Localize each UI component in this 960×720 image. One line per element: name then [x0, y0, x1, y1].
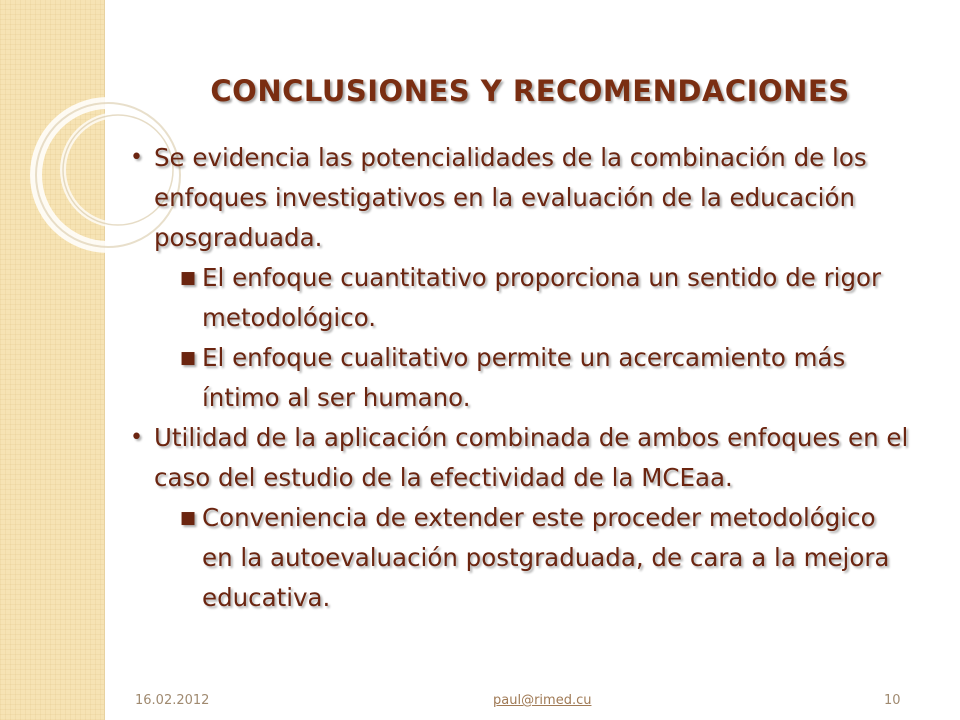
sub-bullet-text: Conveniencia de extender este proceder metodológico en la autoevaluación postgraduada, de cara a la mejora educativa. [202, 503, 890, 612]
round-bullet-icon: • [130, 145, 143, 170]
square-bullet-icon: ■ [180, 348, 197, 368]
bullet-text: Utilidad de la aplicación combinada de ambos enfoques en el caso del estudio de la efectividad de la MCEaa. [154, 423, 909, 492]
sub-bullet-item-1 [130, 258, 910, 338]
sub-bullet-text: El enfoque cuantitativo proporciona un sentido de rigor metodológico. [202, 263, 882, 332]
footer-date: 16.02.2012 [135, 693, 210, 708]
footer-page-number: 10 [884, 693, 901, 708]
bullet-text: Se evidencia las potencialidades de la combinación de los enfoques investigativos en la evaluación de la educación posgraduada. [154, 143, 867, 252]
square-bullet-icon: ■ [180, 268, 197, 288]
sub-bullet-text: El enfoque cualitativo permite un acercamiento más íntimo al ser humano. [202, 343, 846, 412]
slide-title: CONCLUSIONES Y RECOMENDACIONES [210, 74, 850, 108]
sub-bullet-item-2 [130, 338, 910, 418]
round-bullet-icon: • [130, 425, 143, 450]
footer-email-link[interactable]: paul@rimed.cu [493, 693, 592, 708]
bullet-item-2 [130, 418, 910, 498]
sub-bullet-item-3 [130, 498, 910, 618]
slide-content [130, 138, 910, 618]
bullet-item-1 [130, 138, 910, 258]
square-bullet-icon: ■ [180, 508, 197, 528]
